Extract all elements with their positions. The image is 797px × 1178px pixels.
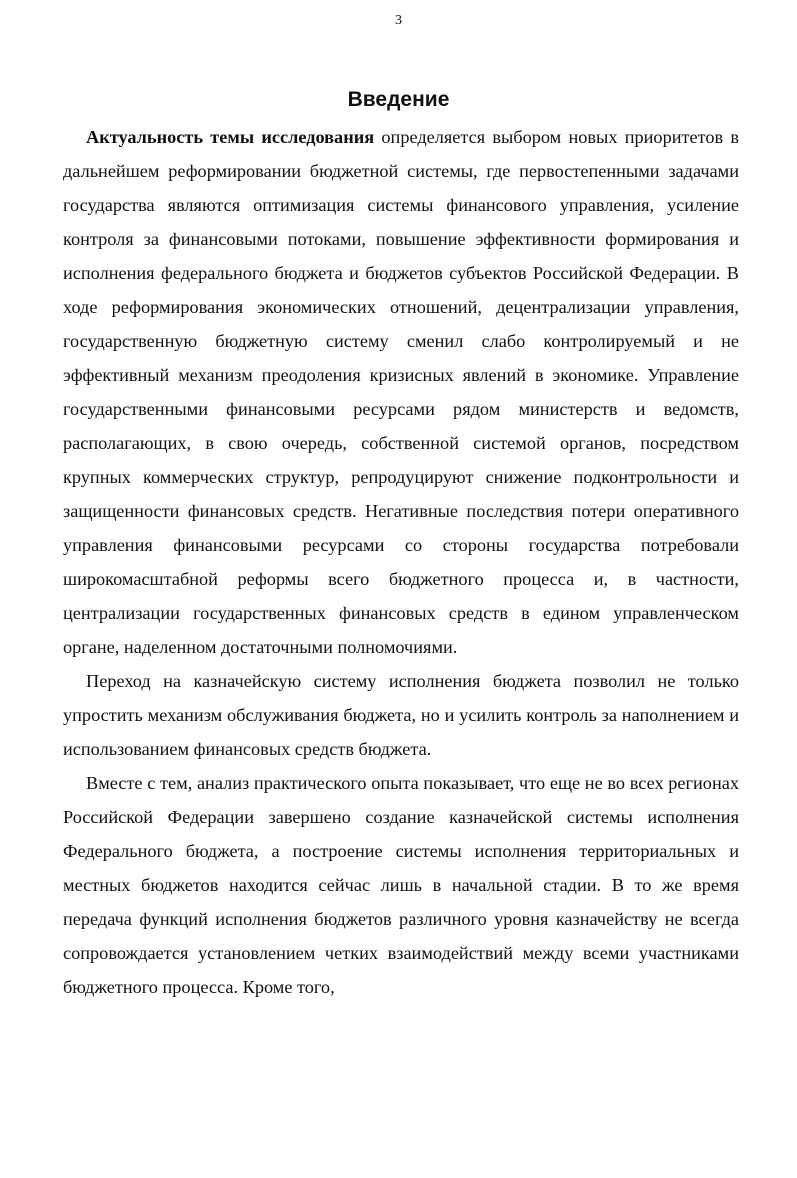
paragraph-text: определяется выбором новых приоритетов в дальнейшем реформировании бюджетной системы, где первостепенными задачами государства являются оптимизация системы финансового управления, усиление контроля за финансовыми потоками, повышение эффективности формирования и исполнения федерального бюджета и бюджетов субъектов Российской Федерации. В ходе реформирования экономических отношений, децентрализации управления, государственную бюджетную систему сменил слабо контролируемый и не эффективный механизм преодоления кризисных явлений в экономике. Управление государственными финансовыми ресурсами рядом министерств и ведомств, располагающих, в свою очередь, собственной системой органов, посредством крупных коммерческих структур, репродуцируют снижение подконтрольности и защищенности финансовых средств. Негативные последствия потери оперативного управления финансовыми ресурсами со стороны государства потребовали широкомасштабной реформы всего бюджетного процесса и, в частности, централизации государственных финансовых средств в едином управленческом органе, наделенном достаточными полномочиями. xyxy=(63,127,739,657)
paragraph-practical-analysis xyxy=(63,766,739,1004)
paragraph-text: Переход на казначейскую систему исполнения бюджета позволил не только упростить механизм обслуживания бюджета, но и усилить контроль за наполнением и использованием финансовых средств бюджета. xyxy=(63,671,739,759)
document-body xyxy=(63,120,739,1004)
page-title: Введение xyxy=(347,88,450,111)
paragraph-treasury-transition xyxy=(63,664,739,766)
paragraph-text: Вместе с тем, анализ практического опыта показывает, что еще не во всех регионах Российской Федерации завершено создание казначейской системы исполнения Федерального бюджета, а построение системы исполнения территориальных и местных бюджетов находится сейчас лишь в начальной стадии. В то же время передача функций исполнения бюджетов различного уровня казначейству не всегда сопровождается установлением четких взаимодействий между всеми участниками бюджетного процесса. Кроме того, xyxy=(63,773,739,997)
paragraph-lead-bold: Актуальность темы исследования xyxy=(86,127,375,147)
page-number: 3 xyxy=(395,13,402,28)
paragraph-relevance xyxy=(63,120,739,664)
